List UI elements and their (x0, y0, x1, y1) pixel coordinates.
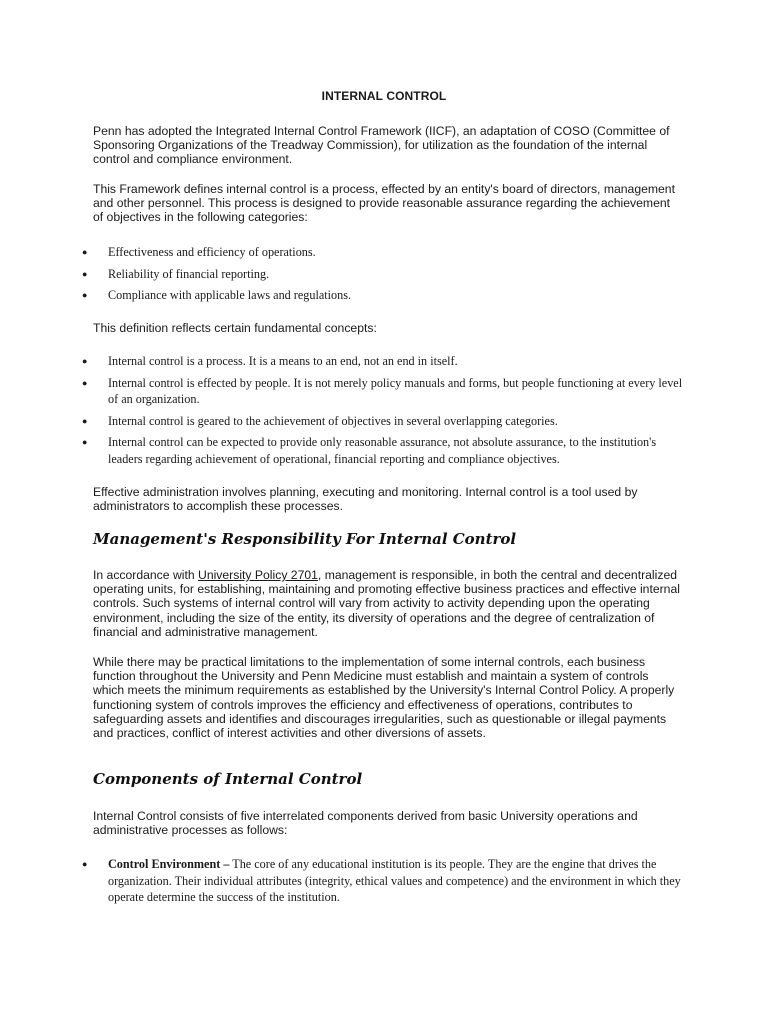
bullet-icon: ● (82, 859, 88, 869)
bullet-icon: ● (82, 268, 88, 279)
section-heading-components: Components of Internal Control (93, 770, 363, 788)
category-text: Compliance with applicable laws and regulations. (108, 288, 352, 302)
list-item (0, 856, 768, 906)
component-text: The core of any educational institution is its people. They are the engine that drives the organization. Their individual attributes (integrity, ethical values and competence) and the environment in which they operate determine the success of the institution. (108, 857, 681, 904)
administration-paragraph: Effective administration involves planning, executing and monitoring. Internal control is a tool used by administrators to accomplish these processes. (93, 485, 638, 514)
components-paragraph: Internal Control consists of five interrelated components derived from basic University operations and administrative processes as follows: (93, 809, 638, 838)
management-paragraph-1 (93, 568, 683, 639)
categories-list (0, 244, 768, 304)
bullet-icon: ● (82, 415, 88, 426)
section-heading-management: Management's Responsibility For Internal Control (93, 530, 517, 548)
list-item (0, 353, 768, 370)
page-title: INTERNAL CONTROL (321, 89, 447, 103)
concept-text: Internal control can be expected to provide only reasonable assurance, not absolute assurance, to the institution's leaders regarding achievement of operational, financial reporting and compliance objectives. (108, 435, 657, 466)
concept-text: Internal control is effected by people. It is not merely policy manuals and forms, but people functioning at every level of an organization. (108, 375, 683, 406)
concept-text: Internal control is geared to the achievement of objectives in several overlapping categories. (108, 413, 558, 428)
list-item (0, 266, 768, 283)
bullet-icon: ● (82, 247, 88, 257)
list-item (0, 375, 768, 408)
concepts-intro: This definition reflects certain fundamental concepts: (93, 321, 377, 335)
intro-paragraph-1: Penn has adopted the Integrated Internal Control Framework (IICF), an adaptation of COSO (Committee of Sponsoring Organizations of the Treadway Commission), for utilization as the foundation of the internal control and compliance environment. (93, 124, 670, 167)
university-policy-link[interactable]: University Policy 2701 (198, 568, 318, 582)
bullet-icon: ● (82, 377, 88, 388)
bullet-icon: ● (82, 290, 88, 300)
category-text: Reliability of financial reporting. (108, 266, 270, 281)
list-item (0, 244, 768, 261)
concepts-list (0, 353, 768, 467)
components-list (0, 856, 768, 906)
management-paragraph-lead: In accordance with (93, 568, 199, 582)
list-item (0, 434, 768, 467)
bullet-icon: ● (82, 356, 88, 366)
management-paragraph-2: While there may be practical limitations to the implementation of some internal controls, each business function throughout the University and Penn Medicine must establish and maintain a system of controls which meets the minimum requirements as established by the University's Internal Control Policy. A properly functioning system of controls improves the efficiency and effectiveness of operations, contributes to safeguarding assets and identifies and discourages irregularities, such as questionable or illegal payments and practices, conflict of interest activities and other diversions of assets. (93, 655, 675, 741)
management-paragraph-rest: , management is responsible, in both the central and decentralized operating units, for establishing, maintaining and promoting effective business practices and effective internal controls. Such systems of internal control will vary from activity to activity depending upon the operating environment, including the size of the entity, its diversity of operations and the degree of centralization of financial and administrative management. (93, 568, 680, 639)
list-item (0, 413, 768, 430)
list-item (0, 287, 768, 304)
concept-text: Internal control is a process. It is a means to an end, not an end in itself. (108, 354, 458, 368)
component-term: Control Environment – (108, 857, 230, 871)
intro-paragraph-2: This Framework defines internal control is a process, effected by an entity's board of directors, management and other personnel. This process is designed to provide reasonable assurance regarding the achievement of objectives in the following categories: (93, 182, 675, 225)
category-text: Effectiveness and efficiency of operations. (108, 245, 316, 259)
bullet-icon: ● (82, 437, 88, 447)
